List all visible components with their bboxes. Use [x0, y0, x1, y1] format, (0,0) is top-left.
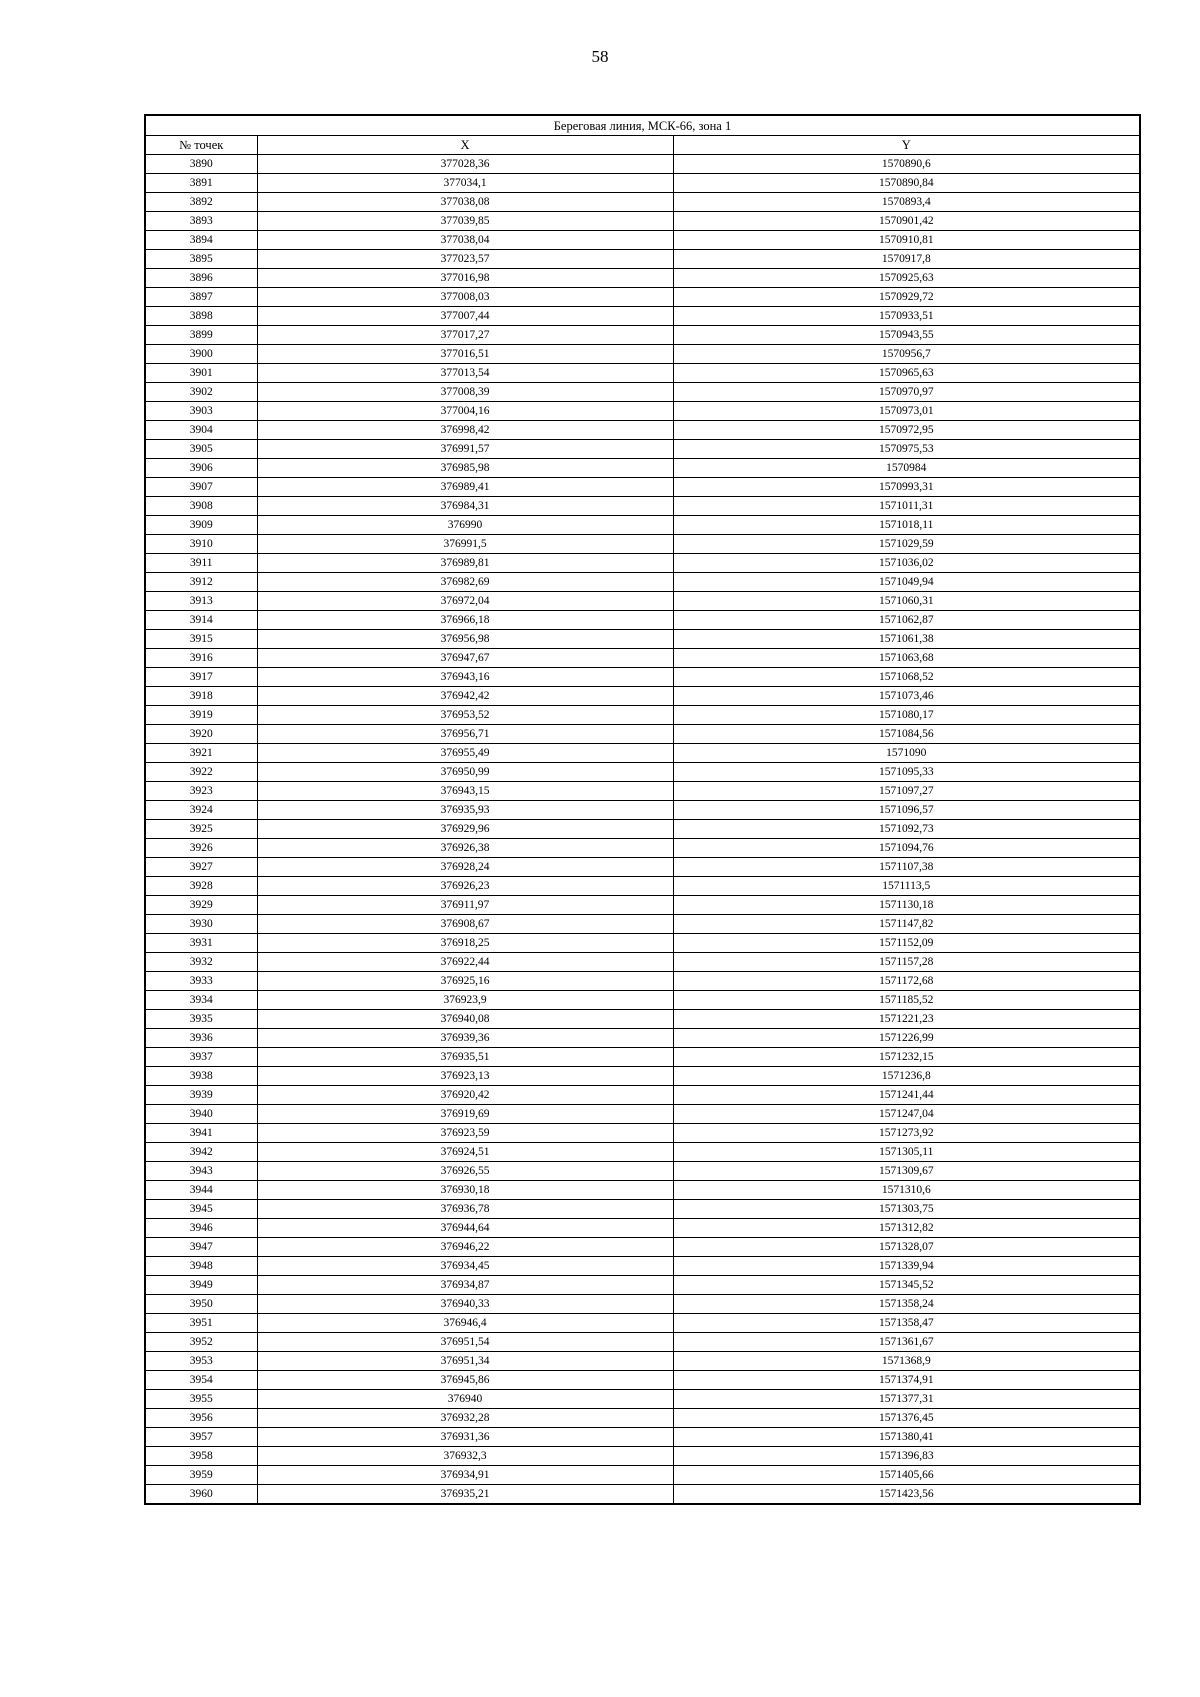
table-row	[145, 649, 1140, 668]
point-number-cell: 3898	[145, 307, 257, 326]
point-number-cell: 3919	[145, 706, 257, 725]
table-row	[145, 1314, 1140, 1333]
x-coordinate-cell: 376940	[257, 1390, 673, 1409]
point-number-cell: 3948	[145, 1257, 257, 1276]
y-coordinate-cell: 1571405,66	[673, 1466, 1140, 1485]
table-row	[145, 1010, 1140, 1029]
coordinates-table	[144, 114, 1141, 1505]
y-coordinate-cell: 1570973,01	[673, 402, 1140, 421]
table-row	[145, 592, 1140, 611]
point-number-cell: 3926	[145, 839, 257, 858]
table-row	[145, 364, 1140, 383]
x-coordinate-cell: 376966,18	[257, 611, 673, 630]
y-coordinate-cell: 1571068,52	[673, 668, 1140, 687]
y-coordinate-cell: 1570970,97	[673, 383, 1140, 402]
y-coordinate-cell: 1571185,52	[673, 991, 1140, 1010]
table-row	[145, 782, 1140, 801]
point-number-cell: 3907	[145, 478, 257, 497]
y-coordinate-cell: 1571374,91	[673, 1371, 1140, 1390]
table-row	[145, 193, 1140, 212]
y-coordinate-cell: 1571247,04	[673, 1105, 1140, 1124]
table-row	[145, 1143, 1140, 1162]
table-row	[145, 440, 1140, 459]
table-row	[145, 611, 1140, 630]
x-coordinate-cell: 376934,87	[257, 1276, 673, 1295]
x-coordinate-cell: 377008,39	[257, 383, 673, 402]
point-number-cell: 3933	[145, 972, 257, 991]
point-number-cell: 3922	[145, 763, 257, 782]
table-row	[145, 1086, 1140, 1105]
point-number-cell: 3953	[145, 1352, 257, 1371]
y-coordinate-cell: 1571358,47	[673, 1314, 1140, 1333]
x-coordinate-cell: 376926,23	[257, 877, 673, 896]
y-coordinate-cell: 1570901,42	[673, 212, 1140, 231]
x-coordinate-cell: 377038,04	[257, 231, 673, 250]
y-coordinate-cell: 1571094,76	[673, 839, 1140, 858]
x-coordinate-cell: 376947,67	[257, 649, 673, 668]
point-number-cell: 3910	[145, 535, 257, 554]
x-coordinate-cell: 376939,36	[257, 1029, 673, 1048]
point-number-cell: 3939	[145, 1086, 257, 1105]
x-coordinate-cell: 376931,36	[257, 1428, 673, 1447]
x-coordinate-cell: 376991,57	[257, 440, 673, 459]
x-coordinate-cell: 376920,42	[257, 1086, 673, 1105]
table-row	[145, 1238, 1140, 1257]
table-row	[145, 155, 1140, 174]
point-number-cell: 3895	[145, 250, 257, 269]
point-number-cell: 3913	[145, 592, 257, 611]
point-number-cell: 3958	[145, 1447, 257, 1466]
x-coordinate-cell: 376932,28	[257, 1409, 673, 1428]
table-row	[145, 383, 1140, 402]
table-row	[145, 497, 1140, 516]
y-coordinate-cell: 1571090	[673, 744, 1140, 763]
y-coordinate-cell: 1571236,8	[673, 1067, 1140, 1086]
table-row	[145, 1295, 1140, 1314]
x-coordinate-cell: 376929,96	[257, 820, 673, 839]
y-coordinate-cell: 1571339,94	[673, 1257, 1140, 1276]
x-coordinate-cell: 376932,3	[257, 1447, 673, 1466]
x-coordinate-cell: 376936,78	[257, 1200, 673, 1219]
table-row	[145, 478, 1140, 497]
y-coordinate-cell: 1571345,52	[673, 1276, 1140, 1295]
x-coordinate-cell: 376924,51	[257, 1143, 673, 1162]
point-number-cell: 3920	[145, 725, 257, 744]
y-coordinate-cell: 1571152,09	[673, 934, 1140, 953]
table-row	[145, 459, 1140, 478]
y-coordinate-cell: 1571092,73	[673, 820, 1140, 839]
point-number-cell: 3909	[145, 516, 257, 535]
table-row	[145, 1067, 1140, 1086]
x-coordinate-cell: 377028,36	[257, 155, 673, 174]
x-coordinate-cell: 376930,18	[257, 1181, 673, 1200]
table-row	[145, 972, 1140, 991]
x-coordinate-cell: 376945,86	[257, 1371, 673, 1390]
point-number-cell: 3931	[145, 934, 257, 953]
y-coordinate-cell: 1571147,82	[673, 915, 1140, 934]
x-coordinate-cell: 376944,64	[257, 1219, 673, 1238]
point-number-cell: 3927	[145, 858, 257, 877]
point-number-cell: 3944	[145, 1181, 257, 1200]
table-row	[145, 953, 1140, 972]
y-coordinate-cell: 1571396,83	[673, 1447, 1140, 1466]
x-coordinate-cell: 376928,24	[257, 858, 673, 877]
point-number-cell: 3956	[145, 1409, 257, 1428]
y-coordinate-cell: 1571358,24	[673, 1295, 1140, 1314]
point-number-cell: 3930	[145, 915, 257, 934]
point-number-cell: 3932	[145, 953, 257, 972]
y-coordinate-cell: 1570893,4	[673, 193, 1140, 212]
y-coordinate-cell: 1571096,57	[673, 801, 1140, 820]
y-coordinate-cell: 1570917,8	[673, 250, 1140, 269]
point-number-cell: 3924	[145, 801, 257, 820]
y-coordinate-cell: 1570965,63	[673, 364, 1140, 383]
point-number-cell: 3904	[145, 421, 257, 440]
table-caption: Береговая линия, МСК-66, зона 1	[145, 115, 1140, 136]
table-row	[145, 991, 1140, 1010]
y-coordinate-cell: 1571073,46	[673, 687, 1140, 706]
point-number-cell: 3905	[145, 440, 257, 459]
x-coordinate-cell: 376922,44	[257, 953, 673, 972]
point-number-cell: 3923	[145, 782, 257, 801]
y-coordinate-cell: 1571060,31	[673, 592, 1140, 611]
table-row	[145, 915, 1140, 934]
x-coordinate-cell: 377013,54	[257, 364, 673, 383]
x-coordinate-cell: 376911,97	[257, 896, 673, 915]
table-row	[145, 1162, 1140, 1181]
table-row	[145, 763, 1140, 782]
y-coordinate-cell: 1570984	[673, 459, 1140, 478]
y-coordinate-cell: 1570890,6	[673, 155, 1140, 174]
y-coordinate-cell: 1571232,15	[673, 1048, 1140, 1067]
table-header-row	[145, 136, 1140, 155]
x-coordinate-cell: 377017,27	[257, 326, 673, 345]
y-coordinate-cell: 1571049,94	[673, 573, 1140, 592]
x-coordinate-cell: 376935,21	[257, 1485, 673, 1505]
x-coordinate-cell: 376953,52	[257, 706, 673, 725]
point-number-cell: 3916	[145, 649, 257, 668]
table-row	[145, 1428, 1140, 1447]
y-coordinate-cell: 1571423,56	[673, 1485, 1140, 1505]
x-coordinate-cell: 376918,25	[257, 934, 673, 953]
table-row	[145, 535, 1140, 554]
point-number-cell: 3896	[145, 269, 257, 288]
y-coordinate-cell: 1571273,92	[673, 1124, 1140, 1143]
x-coordinate-cell: 376943,16	[257, 668, 673, 687]
column-header-y: Y	[673, 136, 1140, 155]
table-row	[145, 1390, 1140, 1409]
table-row	[145, 1029, 1140, 1048]
y-coordinate-cell: 1571113,5	[673, 877, 1140, 896]
y-coordinate-cell: 1571018,11	[673, 516, 1140, 535]
table-body	[145, 155, 1140, 1505]
x-coordinate-cell: 376990	[257, 516, 673, 535]
y-coordinate-cell: 1570943,55	[673, 326, 1140, 345]
y-coordinate-cell: 1570933,51	[673, 307, 1140, 326]
table-row	[145, 573, 1140, 592]
point-number-cell: 3950	[145, 1295, 257, 1314]
x-coordinate-cell: 377016,51	[257, 345, 673, 364]
x-coordinate-cell: 377039,85	[257, 212, 673, 231]
point-number-cell: 3918	[145, 687, 257, 706]
y-coordinate-cell: 1571361,67	[673, 1333, 1140, 1352]
point-number-cell: 3941	[145, 1124, 257, 1143]
point-number-cell: 3914	[145, 611, 257, 630]
point-number-cell: 3936	[145, 1029, 257, 1048]
table-row	[145, 1219, 1140, 1238]
y-coordinate-cell: 1571241,44	[673, 1086, 1140, 1105]
point-number-cell: 3915	[145, 630, 257, 649]
x-coordinate-cell: 376951,54	[257, 1333, 673, 1352]
point-number-cell: 3925	[145, 820, 257, 839]
table-row	[145, 820, 1140, 839]
y-coordinate-cell: 1571011,31	[673, 497, 1140, 516]
table-row	[145, 421, 1140, 440]
x-coordinate-cell: 376923,59	[257, 1124, 673, 1143]
point-number-cell: 3893	[145, 212, 257, 231]
y-coordinate-cell: 1571107,38	[673, 858, 1140, 877]
table-row	[145, 1466, 1140, 1485]
x-coordinate-cell: 376926,55	[257, 1162, 673, 1181]
point-number-cell: 3947	[145, 1238, 257, 1257]
table-row	[145, 668, 1140, 687]
x-coordinate-cell: 376946,4	[257, 1314, 673, 1333]
table-row	[145, 896, 1140, 915]
point-number-cell: 3903	[145, 402, 257, 421]
x-coordinate-cell: 377034,1	[257, 174, 673, 193]
x-coordinate-cell: 376950,99	[257, 763, 673, 782]
table-row	[145, 288, 1140, 307]
point-number-cell: 3917	[145, 668, 257, 687]
table-row	[145, 706, 1140, 725]
table-row	[145, 1105, 1140, 1124]
point-number-cell: 3935	[145, 1010, 257, 1029]
y-coordinate-cell: 1571172,68	[673, 972, 1140, 991]
x-coordinate-cell: 377008,03	[257, 288, 673, 307]
y-coordinate-cell: 1571095,33	[673, 763, 1140, 782]
table-row	[145, 934, 1140, 953]
y-coordinate-cell: 1571377,31	[673, 1390, 1140, 1409]
x-coordinate-cell: 376951,34	[257, 1352, 673, 1371]
point-number-cell: 3902	[145, 383, 257, 402]
point-number-cell: 3890	[145, 155, 257, 174]
point-number-cell: 3901	[145, 364, 257, 383]
table-row	[145, 307, 1140, 326]
y-coordinate-cell: 1571029,59	[673, 535, 1140, 554]
point-number-cell: 3955	[145, 1390, 257, 1409]
point-number-cell: 3900	[145, 345, 257, 364]
x-coordinate-cell: 376908,67	[257, 915, 673, 934]
y-coordinate-cell: 1571368,9	[673, 1352, 1140, 1371]
table-row	[145, 1485, 1140, 1505]
x-coordinate-cell: 376955,49	[257, 744, 673, 763]
x-coordinate-cell: 376925,16	[257, 972, 673, 991]
table-row	[145, 269, 1140, 288]
x-coordinate-cell: 376935,93	[257, 801, 673, 820]
x-coordinate-cell: 376923,9	[257, 991, 673, 1010]
table-row	[145, 1124, 1140, 1143]
point-number-cell: 3911	[145, 554, 257, 573]
point-number-cell: 3929	[145, 896, 257, 915]
y-coordinate-cell: 1571061,38	[673, 630, 1140, 649]
point-number-cell: 3938	[145, 1067, 257, 1086]
page-number: 58	[591, 47, 609, 66]
x-coordinate-cell: 376935,51	[257, 1048, 673, 1067]
table-caption-row	[145, 115, 1140, 136]
table-row	[145, 630, 1140, 649]
y-coordinate-cell: 1571310,6	[673, 1181, 1140, 1200]
y-coordinate-cell: 1571130,18	[673, 896, 1140, 915]
point-number-cell: 3894	[145, 231, 257, 250]
point-number-cell: 3928	[145, 877, 257, 896]
x-coordinate-cell: 376946,22	[257, 1238, 673, 1257]
table-row	[145, 725, 1140, 744]
table-row	[145, 554, 1140, 573]
table-row	[145, 1352, 1140, 1371]
point-number-cell: 3906	[145, 459, 257, 478]
table-row	[145, 1447, 1140, 1466]
y-coordinate-cell: 1571221,23	[673, 1010, 1140, 1029]
x-coordinate-cell: 376956,98	[257, 630, 673, 649]
table-row	[145, 1048, 1140, 1067]
point-number-cell: 3943	[145, 1162, 257, 1181]
y-coordinate-cell: 1570929,72	[673, 288, 1140, 307]
column-header-num: № точек	[145, 136, 257, 155]
x-coordinate-cell: 376989,41	[257, 478, 673, 497]
x-coordinate-cell: 377038,08	[257, 193, 673, 212]
table-row	[145, 687, 1140, 706]
x-coordinate-cell: 376923,13	[257, 1067, 673, 1086]
y-coordinate-cell: 1571063,68	[673, 649, 1140, 668]
table-row	[145, 402, 1140, 421]
y-coordinate-cell: 1571303,75	[673, 1200, 1140, 1219]
table-row	[145, 744, 1140, 763]
x-coordinate-cell: 376985,98	[257, 459, 673, 478]
point-number-cell: 3946	[145, 1219, 257, 1238]
table-row	[145, 1371, 1140, 1390]
table-row	[145, 345, 1140, 364]
x-coordinate-cell: 376934,91	[257, 1466, 673, 1485]
x-coordinate-cell: 376972,04	[257, 592, 673, 611]
table-row	[145, 231, 1140, 250]
x-coordinate-cell: 377004,16	[257, 402, 673, 421]
point-number-cell: 3952	[145, 1333, 257, 1352]
point-number-cell: 3934	[145, 991, 257, 1010]
point-number-cell: 3921	[145, 744, 257, 763]
y-coordinate-cell: 1570910,81	[673, 231, 1140, 250]
y-coordinate-cell: 1571328,07	[673, 1238, 1140, 1257]
table-row	[145, 858, 1140, 877]
point-number-cell: 3899	[145, 326, 257, 345]
y-coordinate-cell: 1571226,99	[673, 1029, 1140, 1048]
point-number-cell: 3954	[145, 1371, 257, 1390]
y-coordinate-cell: 1571305,11	[673, 1143, 1140, 1162]
x-coordinate-cell: 376956,71	[257, 725, 673, 744]
y-coordinate-cell: 1571080,17	[673, 706, 1140, 725]
y-coordinate-cell: 1571097,27	[673, 782, 1140, 801]
y-coordinate-cell: 1570993,31	[673, 478, 1140, 497]
point-number-cell: 3891	[145, 174, 257, 193]
x-coordinate-cell: 376919,69	[257, 1105, 673, 1124]
point-number-cell: 3908	[145, 497, 257, 516]
y-coordinate-cell: 1571062,87	[673, 611, 1140, 630]
x-coordinate-cell: 376940,33	[257, 1295, 673, 1314]
y-coordinate-cell: 1571084,56	[673, 725, 1140, 744]
y-coordinate-cell: 1571312,82	[673, 1219, 1140, 1238]
table-row	[145, 801, 1140, 820]
table-row	[145, 1276, 1140, 1295]
y-coordinate-cell: 1570890,84	[673, 174, 1140, 193]
column-header-x: X	[257, 136, 673, 155]
point-number-cell: 3951	[145, 1314, 257, 1333]
y-coordinate-cell: 1571157,28	[673, 953, 1140, 972]
point-number-cell: 3942	[145, 1143, 257, 1162]
x-coordinate-cell: 376942,42	[257, 687, 673, 706]
point-number-cell: 3945	[145, 1200, 257, 1219]
table-row	[145, 212, 1140, 231]
y-coordinate-cell: 1570975,53	[673, 440, 1140, 459]
x-coordinate-cell: 376943,15	[257, 782, 673, 801]
point-number-cell: 3959	[145, 1466, 257, 1485]
x-coordinate-cell: 376934,45	[257, 1257, 673, 1276]
x-coordinate-cell: 376984,31	[257, 497, 673, 516]
table-row	[145, 250, 1140, 269]
table-row	[145, 1409, 1140, 1428]
table-row	[145, 326, 1140, 345]
x-coordinate-cell: 376989,81	[257, 554, 673, 573]
x-coordinate-cell: 376998,42	[257, 421, 673, 440]
y-coordinate-cell: 1570925,63	[673, 269, 1140, 288]
table-row	[145, 174, 1140, 193]
point-number-cell: 3957	[145, 1428, 257, 1447]
y-coordinate-cell: 1571309,67	[673, 1162, 1140, 1181]
point-number-cell: 3949	[145, 1276, 257, 1295]
table-row	[145, 1257, 1140, 1276]
table-row	[145, 877, 1140, 896]
y-coordinate-cell: 1570956,7	[673, 345, 1140, 364]
table-row	[145, 516, 1140, 535]
x-coordinate-cell: 376940,08	[257, 1010, 673, 1029]
y-coordinate-cell: 1571376,45	[673, 1409, 1140, 1428]
point-number-cell: 3940	[145, 1105, 257, 1124]
x-coordinate-cell: 376926,38	[257, 839, 673, 858]
y-coordinate-cell: 1571036,02	[673, 554, 1140, 573]
x-coordinate-cell: 376991,5	[257, 535, 673, 554]
x-coordinate-cell: 377016,98	[257, 269, 673, 288]
table-row	[145, 1333, 1140, 1352]
table-row	[145, 839, 1140, 858]
point-number-cell: 3897	[145, 288, 257, 307]
table-row	[145, 1181, 1140, 1200]
x-coordinate-cell: 377023,57	[257, 250, 673, 269]
x-coordinate-cell: 376982,69	[257, 573, 673, 592]
point-number-cell: 3892	[145, 193, 257, 212]
point-number-cell: 3937	[145, 1048, 257, 1067]
table-row	[145, 1200, 1140, 1219]
y-coordinate-cell: 1571380,41	[673, 1428, 1140, 1447]
point-number-cell: 3912	[145, 573, 257, 592]
point-number-cell: 3960	[145, 1485, 257, 1505]
y-coordinate-cell: 1570972,95	[673, 421, 1140, 440]
x-coordinate-cell: 377007,44	[257, 307, 673, 326]
